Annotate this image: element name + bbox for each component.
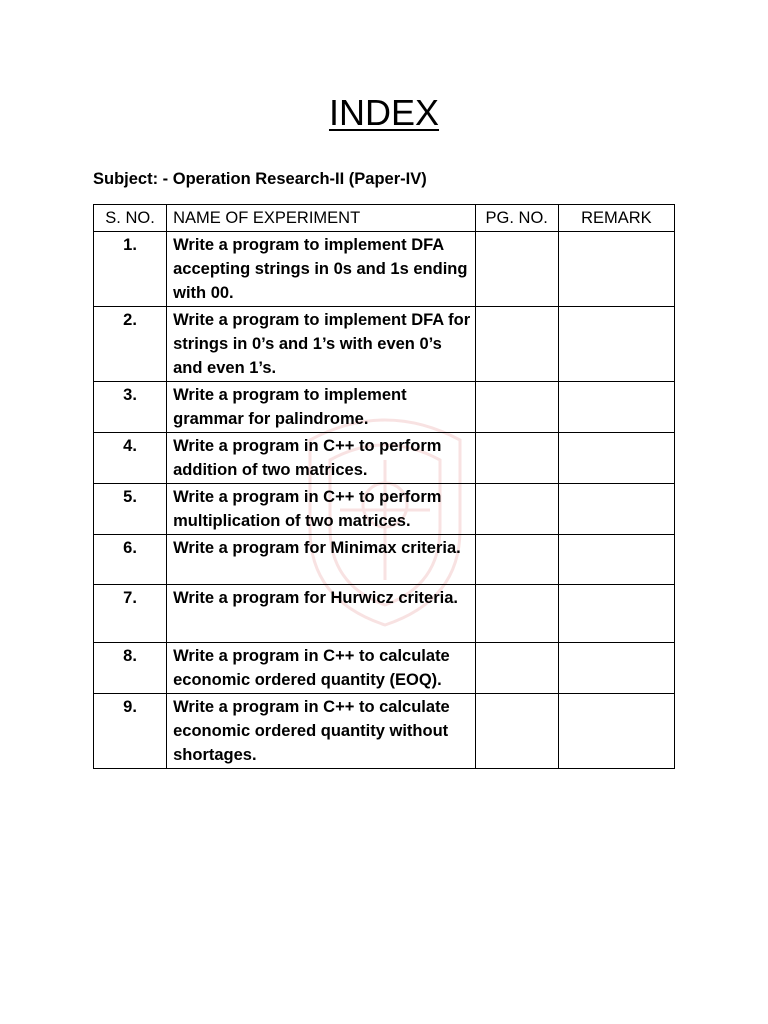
row-experiment-name: Write a program in C++ to calculate economic ordered quantity (EOQ). xyxy=(167,643,476,694)
table-row xyxy=(94,643,675,694)
row-remark xyxy=(558,433,674,484)
table-header-row xyxy=(94,205,675,232)
table-row xyxy=(94,694,675,769)
row-page-number xyxy=(475,484,558,535)
row-remark xyxy=(558,535,674,585)
row-sno: 3. xyxy=(94,382,167,433)
table-row xyxy=(94,382,675,433)
row-page-number xyxy=(475,232,558,307)
row-remark xyxy=(558,232,674,307)
row-remark xyxy=(558,382,674,433)
header-sno: S. NO. xyxy=(94,205,167,232)
row-page-number xyxy=(475,382,558,433)
row-experiment-name: Write a program to implement DFA for strings in 0’s and 1’s with even 0’s and even 1’s. xyxy=(167,307,476,382)
row-remark xyxy=(558,643,674,694)
row-remark xyxy=(558,694,674,769)
row-sno: 2. xyxy=(94,307,167,382)
row-experiment-name: Write a program to implement grammar for palindrome. xyxy=(167,382,476,433)
index-table xyxy=(93,204,675,769)
page-title: INDEX xyxy=(328,92,440,133)
table-row xyxy=(94,307,675,382)
table-row xyxy=(94,484,675,535)
row-sno: 5. xyxy=(94,484,167,535)
row-sno: 9. xyxy=(94,694,167,769)
row-experiment-name: Write a program in C++ to perform multiplication of two matrices. xyxy=(167,484,476,535)
table-row xyxy=(94,232,675,307)
row-experiment-name: Write a program for Minimax criteria. xyxy=(167,535,476,585)
table-row xyxy=(94,433,675,484)
subject-line: Subject: - Operation Research-II (Paper-IV) xyxy=(93,170,427,188)
row-page-number xyxy=(475,433,558,484)
row-remark xyxy=(558,307,674,382)
row-page-number xyxy=(475,307,558,382)
row-experiment-name: Write a program for Hurwicz criteria. xyxy=(167,585,476,643)
row-remark xyxy=(558,585,674,643)
row-experiment-name: Write a program to implement DFA accepting strings in 0s and 1s ending with 00. xyxy=(167,232,476,307)
header-page: PG. NO. xyxy=(475,205,558,232)
row-page-number xyxy=(475,585,558,643)
row-sno: 7. xyxy=(94,585,167,643)
row-page-number xyxy=(475,694,558,769)
row-sno: 6. xyxy=(94,535,167,585)
table-row xyxy=(94,535,675,585)
row-sno: 8. xyxy=(94,643,167,694)
row-sno: 1. xyxy=(94,232,167,307)
table-row xyxy=(94,585,675,643)
row-experiment-name: Write a program in C++ to calculate economic ordered quantity without shortages. xyxy=(167,694,476,769)
header-remark: REMARK xyxy=(558,205,674,232)
header-name: NAME OF EXPERIMENT xyxy=(167,205,476,232)
row-page-number xyxy=(475,535,558,585)
row-experiment-name: Write a program in C++ to perform addition of two matrices. xyxy=(167,433,476,484)
row-page-number xyxy=(475,643,558,694)
row-sno: 4. xyxy=(94,433,167,484)
row-remark xyxy=(558,484,674,535)
